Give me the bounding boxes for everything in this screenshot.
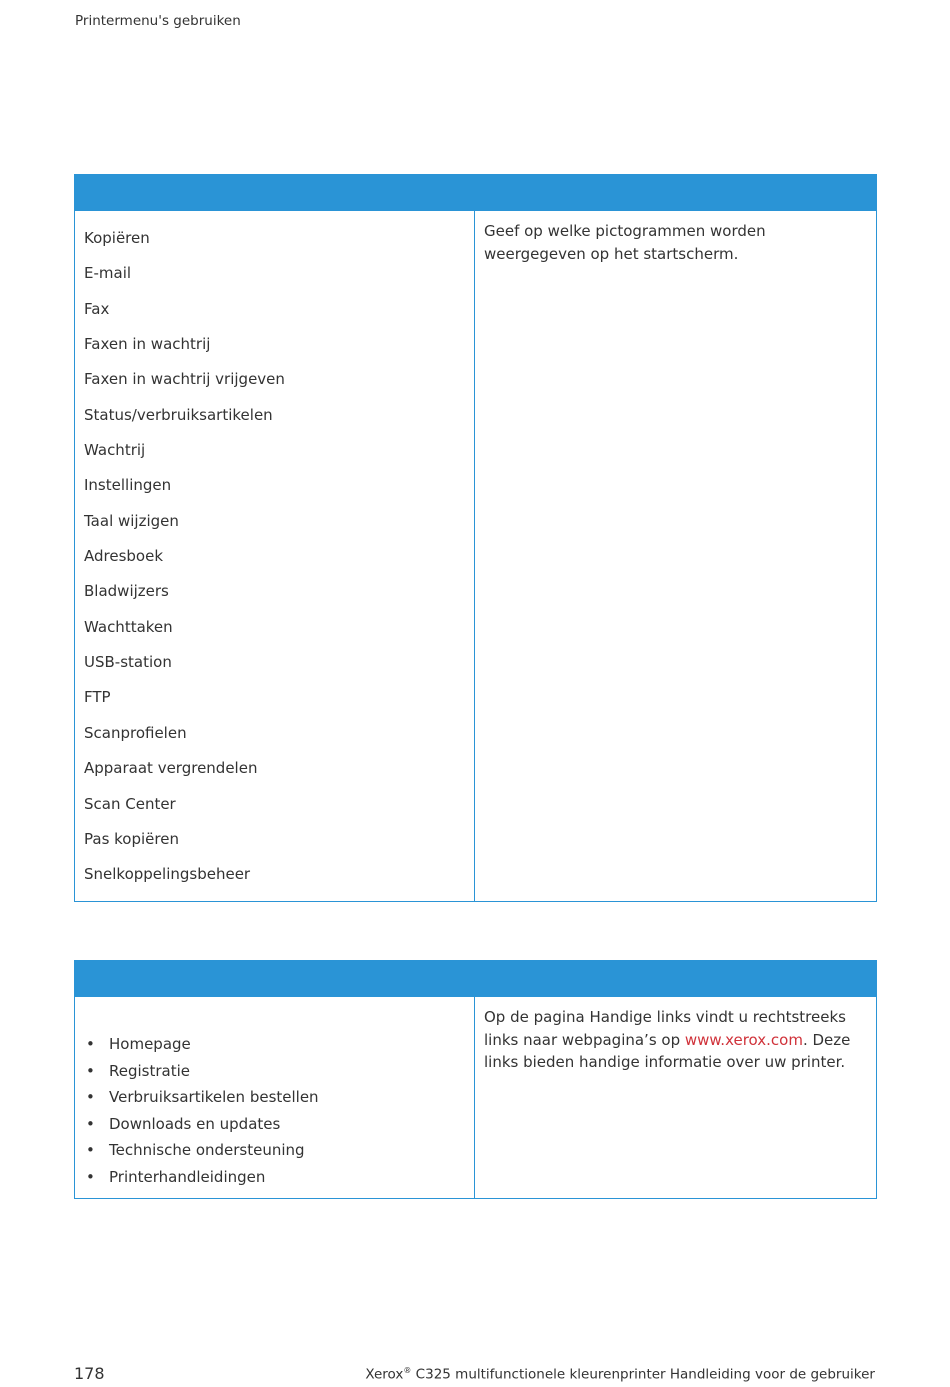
page-number: 178	[74, 1364, 105, 1383]
menu-item: Scan Center	[84, 794, 176, 813]
registered-mark: ®	[403, 1366, 412, 1375]
bullet-list	[84, 997, 465, 1198]
menu-item: Snelkoppelingsbeheer	[84, 865, 251, 884]
list-item: • Registratie	[109, 1058, 465, 1085]
menu-item: USB-station	[84, 653, 172, 672]
menu-items-cell	[75, 211, 475, 902]
menu-item-list	[84, 211, 465, 901]
table-row	[75, 997, 877, 1199]
menu-item: FTP	[84, 688, 111, 707]
menu-item: Kopiëren	[84, 229, 150, 247]
list-item: • Downloads en updates	[109, 1111, 465, 1138]
menu-items-cell	[75, 997, 475, 1199]
description-text	[484, 997, 867, 1074]
footer-title	[365, 1366, 875, 1383]
table-header-row	[75, 961, 877, 997]
description-text-before: Op de pagina Handige links vindt u rechtstreeks links naar webpagina’s op	[484, 1008, 846, 1049]
xerox-website-link[interactable]: www.xerox.com	[684, 1030, 803, 1049]
list-item: • Homepage	[109, 1031, 465, 1058]
table-header-cell-menu	[75, 175, 475, 211]
home-screen-icons-table	[74, 174, 877, 902]
footer-brand: Xerox	[365, 1366, 404, 1383]
menu-item: Wachtrij	[84, 441, 146, 460]
description-cell	[475, 211, 877, 902]
table-header-cell-description	[475, 175, 877, 211]
running-head: Printermenu's gebruiken	[75, 13, 241, 29]
list-item: • Verbruiksartikelen bestellen	[109, 1084, 465, 1111]
menu-item: Faxen in wachtrij vrijgeven	[84, 370, 285, 389]
description-text: Geef op welke pictogrammen worden weergegeven op het startscherm.	[484, 222, 766, 263]
menu-item: Faxen in wachtrij	[84, 335, 211, 354]
menu-item: Fax	[84, 299, 110, 318]
list-item: • Technische ondersteuning	[109, 1137, 465, 1164]
menu-item: Status/verbruiksartikelen	[84, 405, 273, 424]
menu-item: E-mail	[84, 264, 132, 283]
description-cell	[475, 997, 877, 1199]
footer-title-text: C325 multifunctionele kleurenprinter Handleiding voor de gebruiker	[411, 1366, 875, 1383]
table-row	[75, 211, 877, 902]
menu-item: Scanprofielen	[84, 723, 187, 742]
list-item: • Printerhandleidingen	[109, 1164, 465, 1191]
table-header-row	[75, 175, 877, 211]
menu-item: Bladwijzers	[84, 582, 169, 601]
menu-item: Taal wijzigen	[84, 511, 179, 530]
useful-links-table	[74, 960, 877, 1199]
menu-item: Instellingen	[84, 476, 172, 495]
menu-item: Wachttaken	[84, 617, 173, 636]
menu-item: Adresboek	[84, 547, 164, 566]
description-text-after: . Deze links bieden handige informatie over uw printer.	[484, 1030, 851, 1071]
table-header-cell-menu	[75, 961, 475, 997]
menu-item: Pas kopiëren	[84, 829, 179, 848]
menu-item: Apparaat vergrendelen	[84, 759, 258, 778]
table-header-cell-description	[475, 961, 877, 997]
